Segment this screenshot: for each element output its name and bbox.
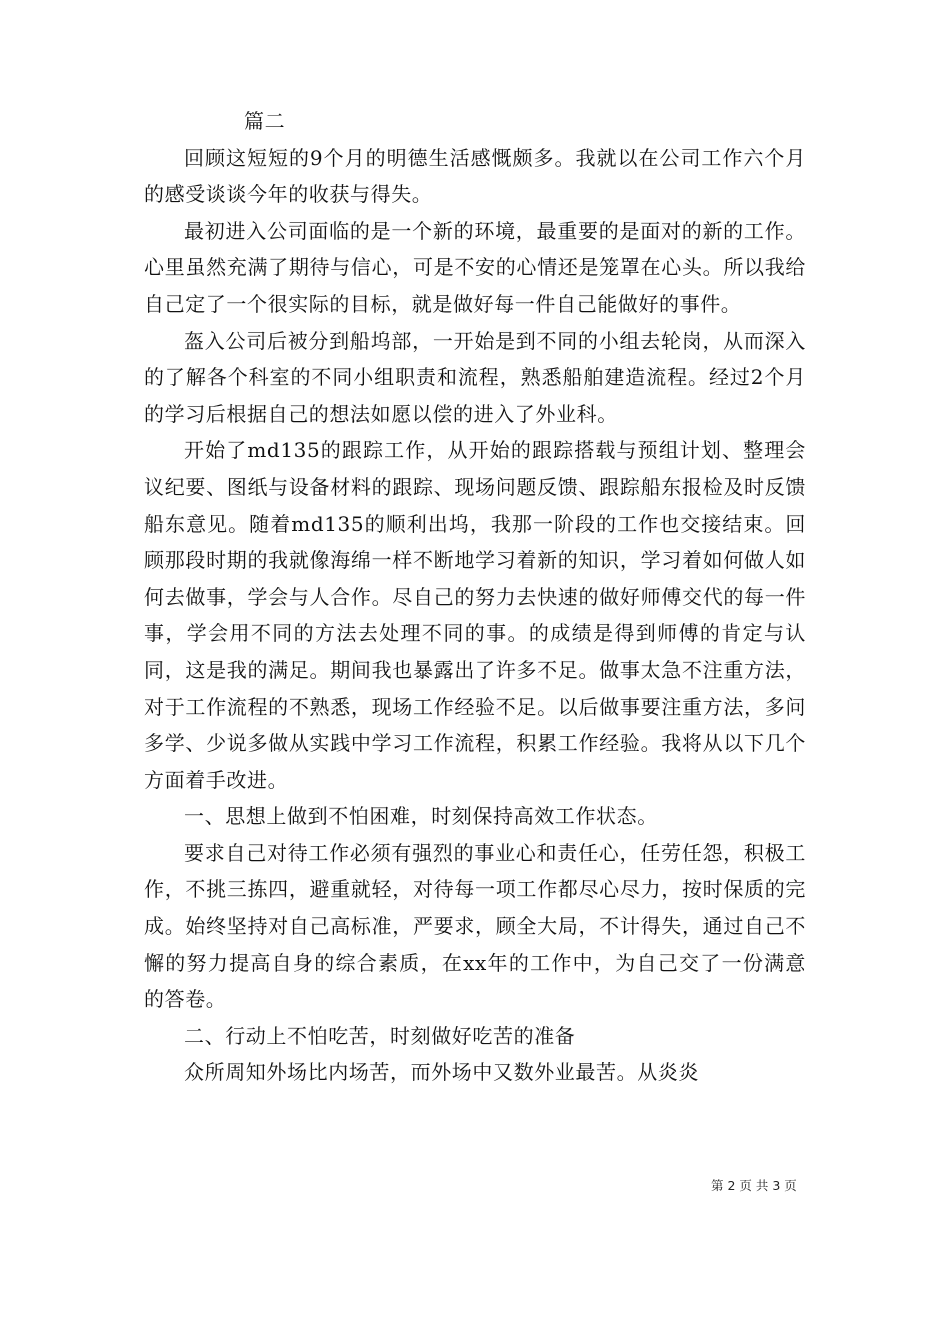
section-heading: 篇二: [244, 109, 286, 133]
paragraph-5: 一、思想上做到不怕困难，时刻保持高效工作状态。: [184, 804, 658, 829]
paragraph-3: 盔入公司后被分到船坞部，一开始是到不同的小组去轮岗，从而深入的了解各个科室的不同小组职责和流程，熟悉船舶建造流程。经过2个月的学习后根据自己的想法如愿以偿的进入了外业科。: [144, 328, 806, 426]
paragraph-7: 二、行动上不怕吃苦，时刻做好吃苦的准备: [184, 1023, 576, 1048]
page-number-label: 第 2 页 共 3 页: [711, 1178, 797, 1193]
paragraph-6: 要求自己对待工作必须有强烈的事业心和责任心，任劳任怨，积极工作，不挑三拣四，避重就轻，对待每一项工作都尽心尽力，按时保质的完成。始终坚持对自己高标准，严要求，顾全大局，不计得失，通过自己不懈的努力提高自身的综合素质，在xx年的工作中，为自己交了一份满意的答卷。: [144, 840, 806, 1012]
paragraph-4: 开始了md135的跟踪工作，从开始的跟踪搭载与预组计划、整理会议纪要、图纸与设备材料的跟踪、现场问题反馈、跟踪船东报检及时反馈船东意见。随着md135的顺利出坞，我那一阶段的工作也交接结束。回顾那段时期的我就像海绵一样不断地学习着新的知识，学习着如何做人如何去做事，学会与人合作。尽自己的努力去快速的做好师傅交代的每一件事，学会用不同的方法去处理不同的事。的成绩是得到师傅的肯定与认同，这是我的满足。期间我也暴露出了许多不足。做事太急不注重方法，对于工作流程的不熟悉，现场工作经验不足。以后做事要注重方法，多问多学、少说多做从实践中学习工作流程，积累工作经验。我将从以下几个方面着手改进。: [144, 438, 806, 792]
page-footer: [711, 1176, 797, 1194]
paragraph-1: 回顾这短短的9个月的明德生活感慨颇多。我就以在公司工作六个月的感受谈谈今年的收获与得失。: [144, 145, 806, 207]
paragraph-8: 众所周知外场比内场苦，而外场中又数外业最苦。从炎炎: [184, 1060, 699, 1085]
paragraph-2: 最初进入公司面临的是一个新的环境，最重要的是面对的新的工作。心里虽然充满了期待与信心，可是不安的心情还是笼罩在心头。所以我给自己定了一个很实际的目标，就是做好每一件自己能做好的事件。: [144, 218, 806, 316]
document-body: [144, 103, 806, 1091]
